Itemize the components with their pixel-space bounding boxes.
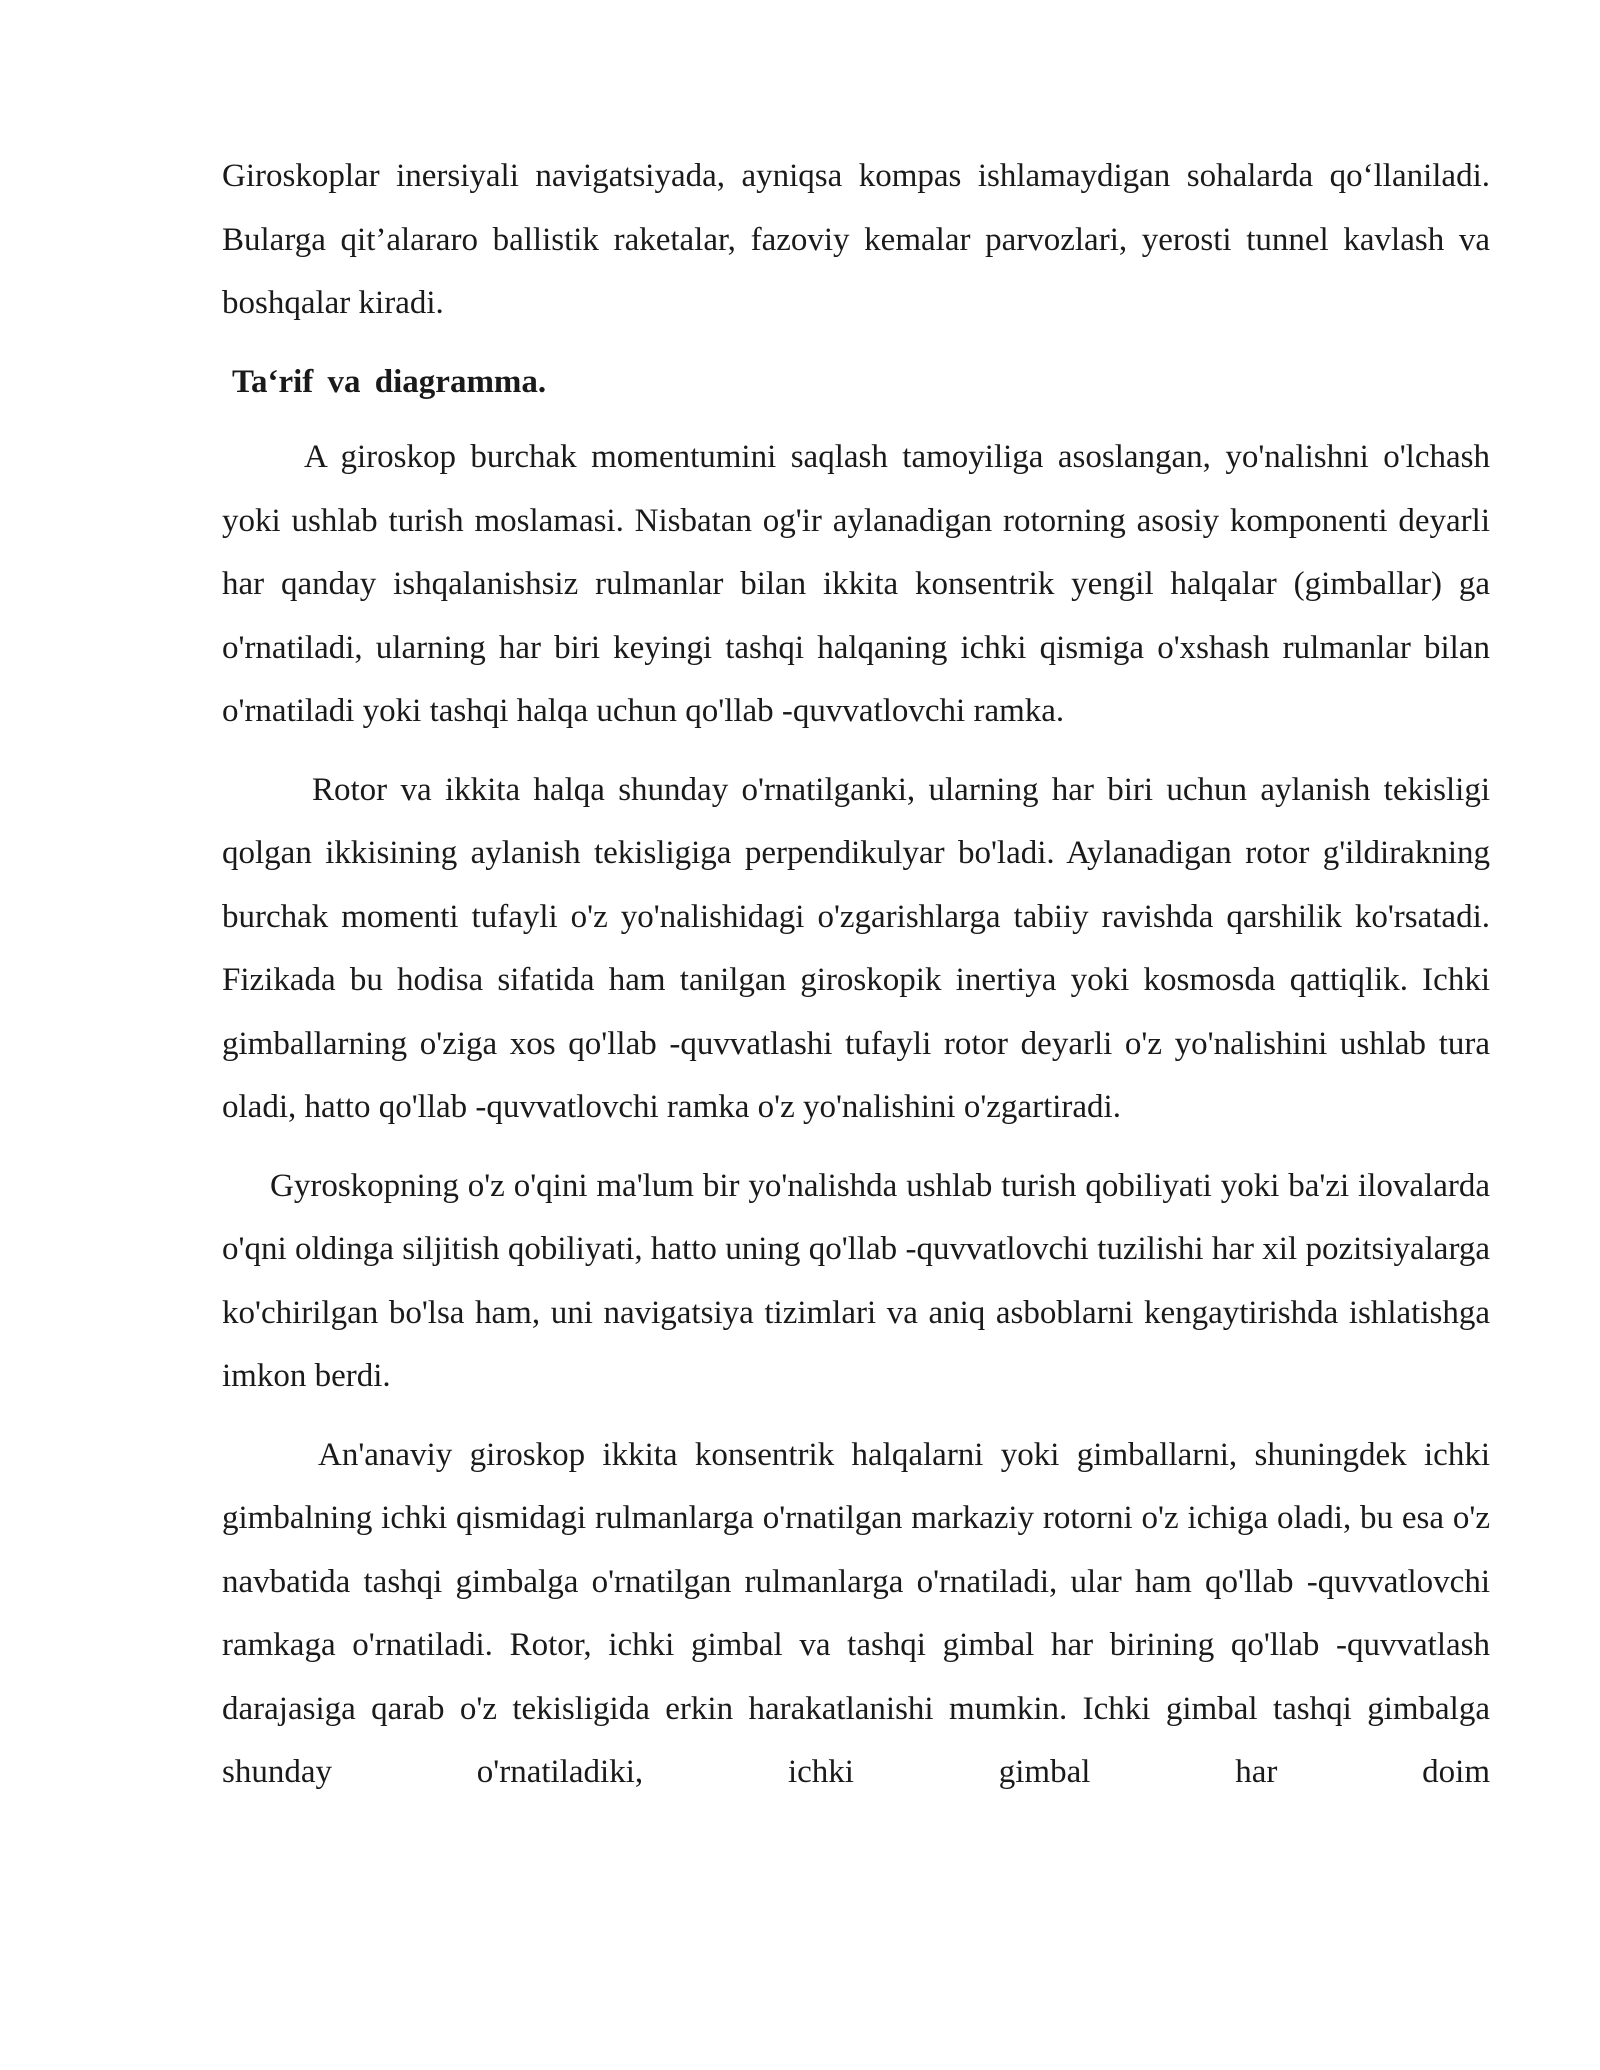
- section-heading: Ta‘rif va diagramma.: [232, 363, 547, 400]
- paragraph-intro: Giroskoplar inersiyali navigatsiyada, ayniqsa kompas ishlamaydigan sohalarda qo‘llaniladi. Bularga qit’alararo ballistik raketalar, fazoviy kemalar parvozlari, yerosti tunnel kavlash va boshqalar kiradi.: [222, 158, 1490, 321]
- paragraph-definition: A giroskop burchak momentumini saqlash tamoyiliga asoslangan, yo'nalishni o'lchash yoki ushlab turish moslamasi. Nisbatan og'ir aylanadigan rotorning asosiy komponenti deyarli har qanday ishqalanishsiz rulmanlar bilan ikkita konsentrik yengil halqalar (gimballar) ga o'rnatiladi, ularning har biri keyingi tashqi halqaning ichki qismiga o'xshash rulmanlar bilan o'rnatiladi yoki tashqi halqa uchun qo'llab -quvvatlovchi ramka.: [222, 439, 1490, 729]
- paragraph-rotor: Rotor va ikkita halqa shunday o'rnatilganki, ularning har biri uchun aylanish tekisligi qolgan ikkisining aylanish tekisligiga perpendikulyar bo'ladi. Aylanadigan rotor g'ildirakning burchak momenti tufayli o'z yo'nalishidagi o'zgarishlarga tabiiy ravishda qarshilik ko'rsatadi. Fizikada bu hodisa sifatida ham tanilgan giroskopik inertiya yoki kosmosda qattiqlik. Ichki gimballarning o'ziga xos qo'llab -quvvatlashi tufayli rotor deyarli o'z yo'nalishini ushlab tura oladi, hatto qo'llab -quvvatlovchi ramka o'z yo'nalishini o'zgartiradi.: [222, 771, 1490, 1125]
- paragraph-conventional: An'anaviy giroskop ikkita konsentrik halqalarni yoki gimballarni, shuningdek ichki gimbalning ichki qismidagi rulmanlarga o'rnatilgan markaziy rotorni o'z ichiga oladi, bu esa o'z navbatida tashqi gimbalga o'rnatilgan rulmanlarga o'rnatiladi, ular ham qo'llab -quvvatlovchi ramkaga o'rnatiladi. Rotor, ichki gimbal va tashqi gimbal har birining qo'llab -quvvatlash darajasiga qarab o'z tekisligida erkin harakatlanishi mumkin. Ichki gimbal tashqi gimbalga shunday o'rnatiladiki, ichki gimbal har doim: [222, 1436, 1490, 1790]
- paragraph-axis: Gyroskopning o'z o'qini ma'lum bir yo'nalishda ushlab turish qobiliyati yoki ba'zi ilovalarda o'qni oldinga siljitish qobiliyati, hatto uning qo'llab -quvvatlovchi tuzilishi har xil pozitsiyalarga ko'chirilgan bo'lsa ham, uni navigatsiya tizimlari va aniq asboblarni kengaytirishda ishlatishga imkon berdi.: [222, 1167, 1490, 1394]
- document-body: [222, 145, 1490, 1805]
